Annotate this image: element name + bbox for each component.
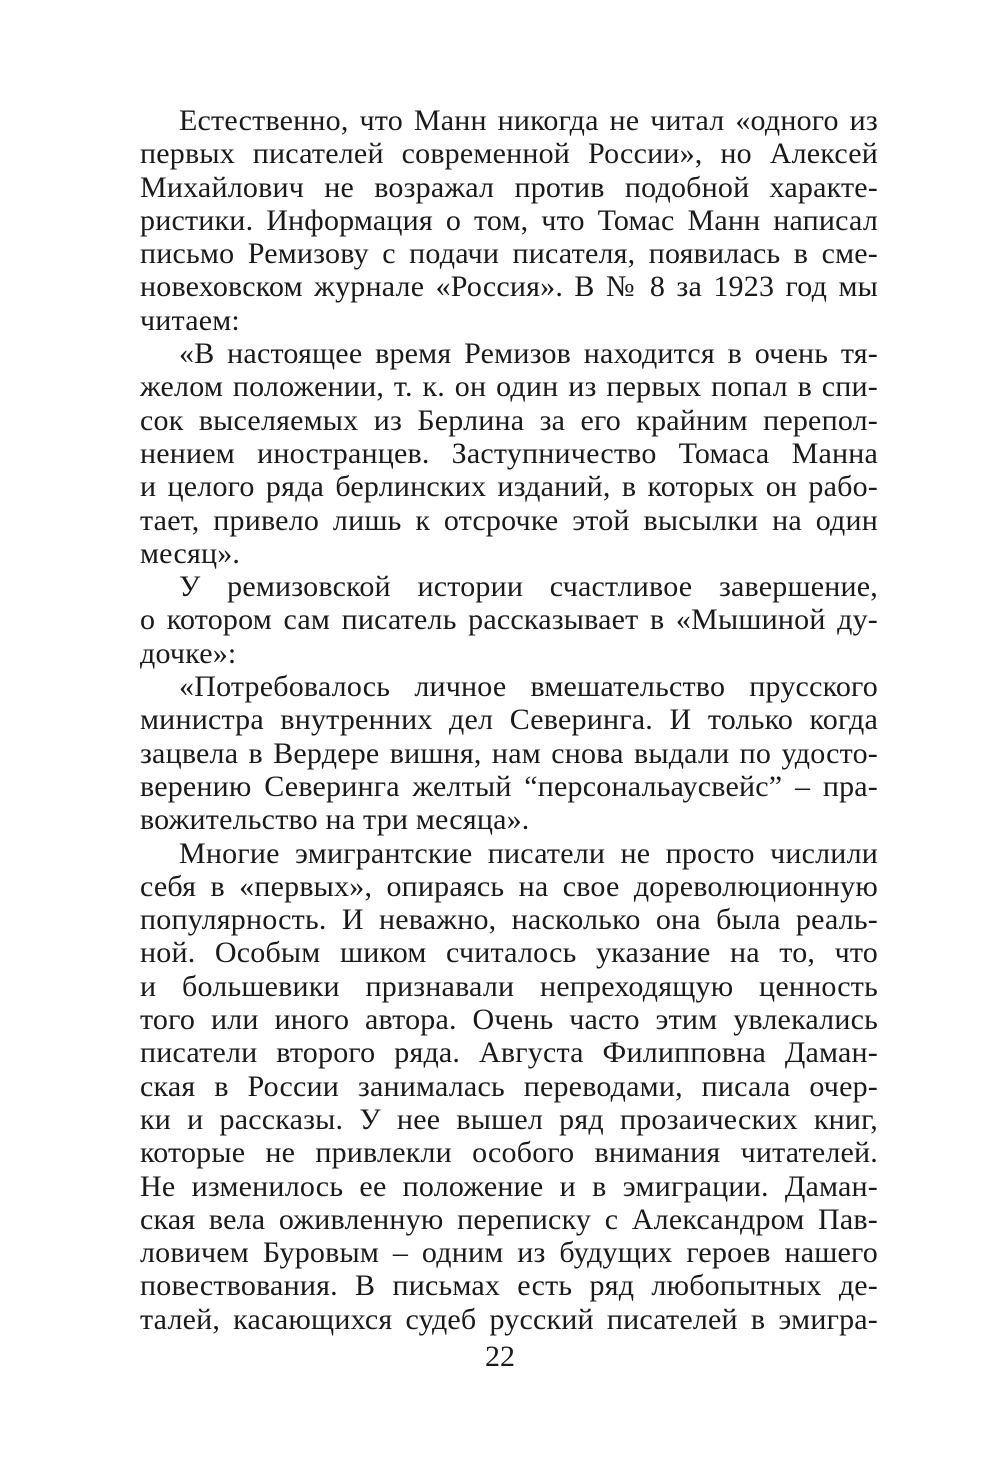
- text-line: популярность. И неважно, насколько она была реаль-: [140, 903, 878, 937]
- text-line: желом положении, т. к. он один из первых попал в спи-: [140, 370, 878, 404]
- text-line: вожительство на три месяца».: [140, 803, 530, 837]
- body-text: [140, 104, 878, 1336]
- text-line: письмо Ремизову с подачи писателя, появилась в сме-: [140, 237, 878, 271]
- text-line: министра внутренних дел Северинга. И только когда: [140, 703, 878, 737]
- text-line: себя в «первых», опираясь на свое дореволюционную: [140, 869, 878, 903]
- text-line: ки и рассказы. У нее вышел ряд прозаических книг,: [140, 1102, 878, 1136]
- text-line: ристики. Информация о том, что Томас Манн написал: [140, 203, 878, 237]
- text-line: нением иностранцев. Заступничество Томаса Манна: [140, 436, 878, 470]
- text-line: тает, привело лишь к отсрочке этой высылки на один: [140, 503, 878, 537]
- text-line: и целого ряда берлинских изданий, в которых он рабо-: [140, 470, 878, 504]
- text-line: читаем:: [140, 303, 240, 337]
- text-line: о котором сам писатель рассказывает в «Мышиной ду-: [140, 603, 878, 637]
- text-line: повествования. В письмах есть ряд любопытных де-: [140, 1269, 878, 1303]
- text-line: ной. Особым шиком считалось указание на то, что: [140, 936, 878, 970]
- text-line: Естественно, что Манн никогда не читал «одного из: [179, 104, 878, 137]
- text-line: «Потребовалось личное вмешательство прусского: [179, 670, 878, 704]
- text-line: новеховском журнале «Россия». В № 8 за 1923 год мы: [140, 270, 878, 304]
- text-line: Не изменилось ее положение и в эмиграции. Даман-: [140, 1169, 878, 1203]
- text-line: первых писателей современной России», но Алексей: [140, 137, 878, 171]
- text-line: «В настоящее время Ремизов находится в очень тя-: [179, 337, 878, 371]
- text-line: того или иного автора. Очень часто этим увлекались: [140, 1003, 878, 1037]
- text-line: талей, касающихся судеб русский писателей в эмигра-: [140, 1302, 878, 1336]
- text-line: ская вела оживленную переписку с Александром Пав-: [140, 1202, 878, 1236]
- text-line: верению Северинга желтый “персональаусвейс” – пра-: [140, 769, 878, 803]
- text-line: сок выселяемых из Берлина за его крайним перепол-: [140, 403, 878, 437]
- text-line: ловичем Буровым – одним из будущих героев нашего: [140, 1236, 878, 1270]
- text-line: дочке»:: [140, 636, 237, 670]
- text-line: зацвела в Вердере вишня, нам снова выдали по удосто-: [140, 736, 878, 770]
- text-line: месяц».: [140, 536, 241, 570]
- page-number: 22: [485, 1340, 515, 1373]
- text-line: писатели второго ряда. Августа Филипповна Даман-: [140, 1036, 878, 1070]
- text-line: ская в России занималась переводами, писала очер-: [140, 1069, 878, 1103]
- text-line: и большевики признавали непреходящую ценность: [140, 969, 878, 1003]
- text-line: которые не привлекли особого внимания читателей.: [140, 1136, 878, 1170]
- text-line: Многие эмигрантские писатели не просто числили: [179, 836, 878, 870]
- text-line: Михайлович не возражал против подобной характе-: [140, 170, 878, 204]
- text-line: У ремизовской истории счастливое завершение,: [179, 570, 878, 604]
